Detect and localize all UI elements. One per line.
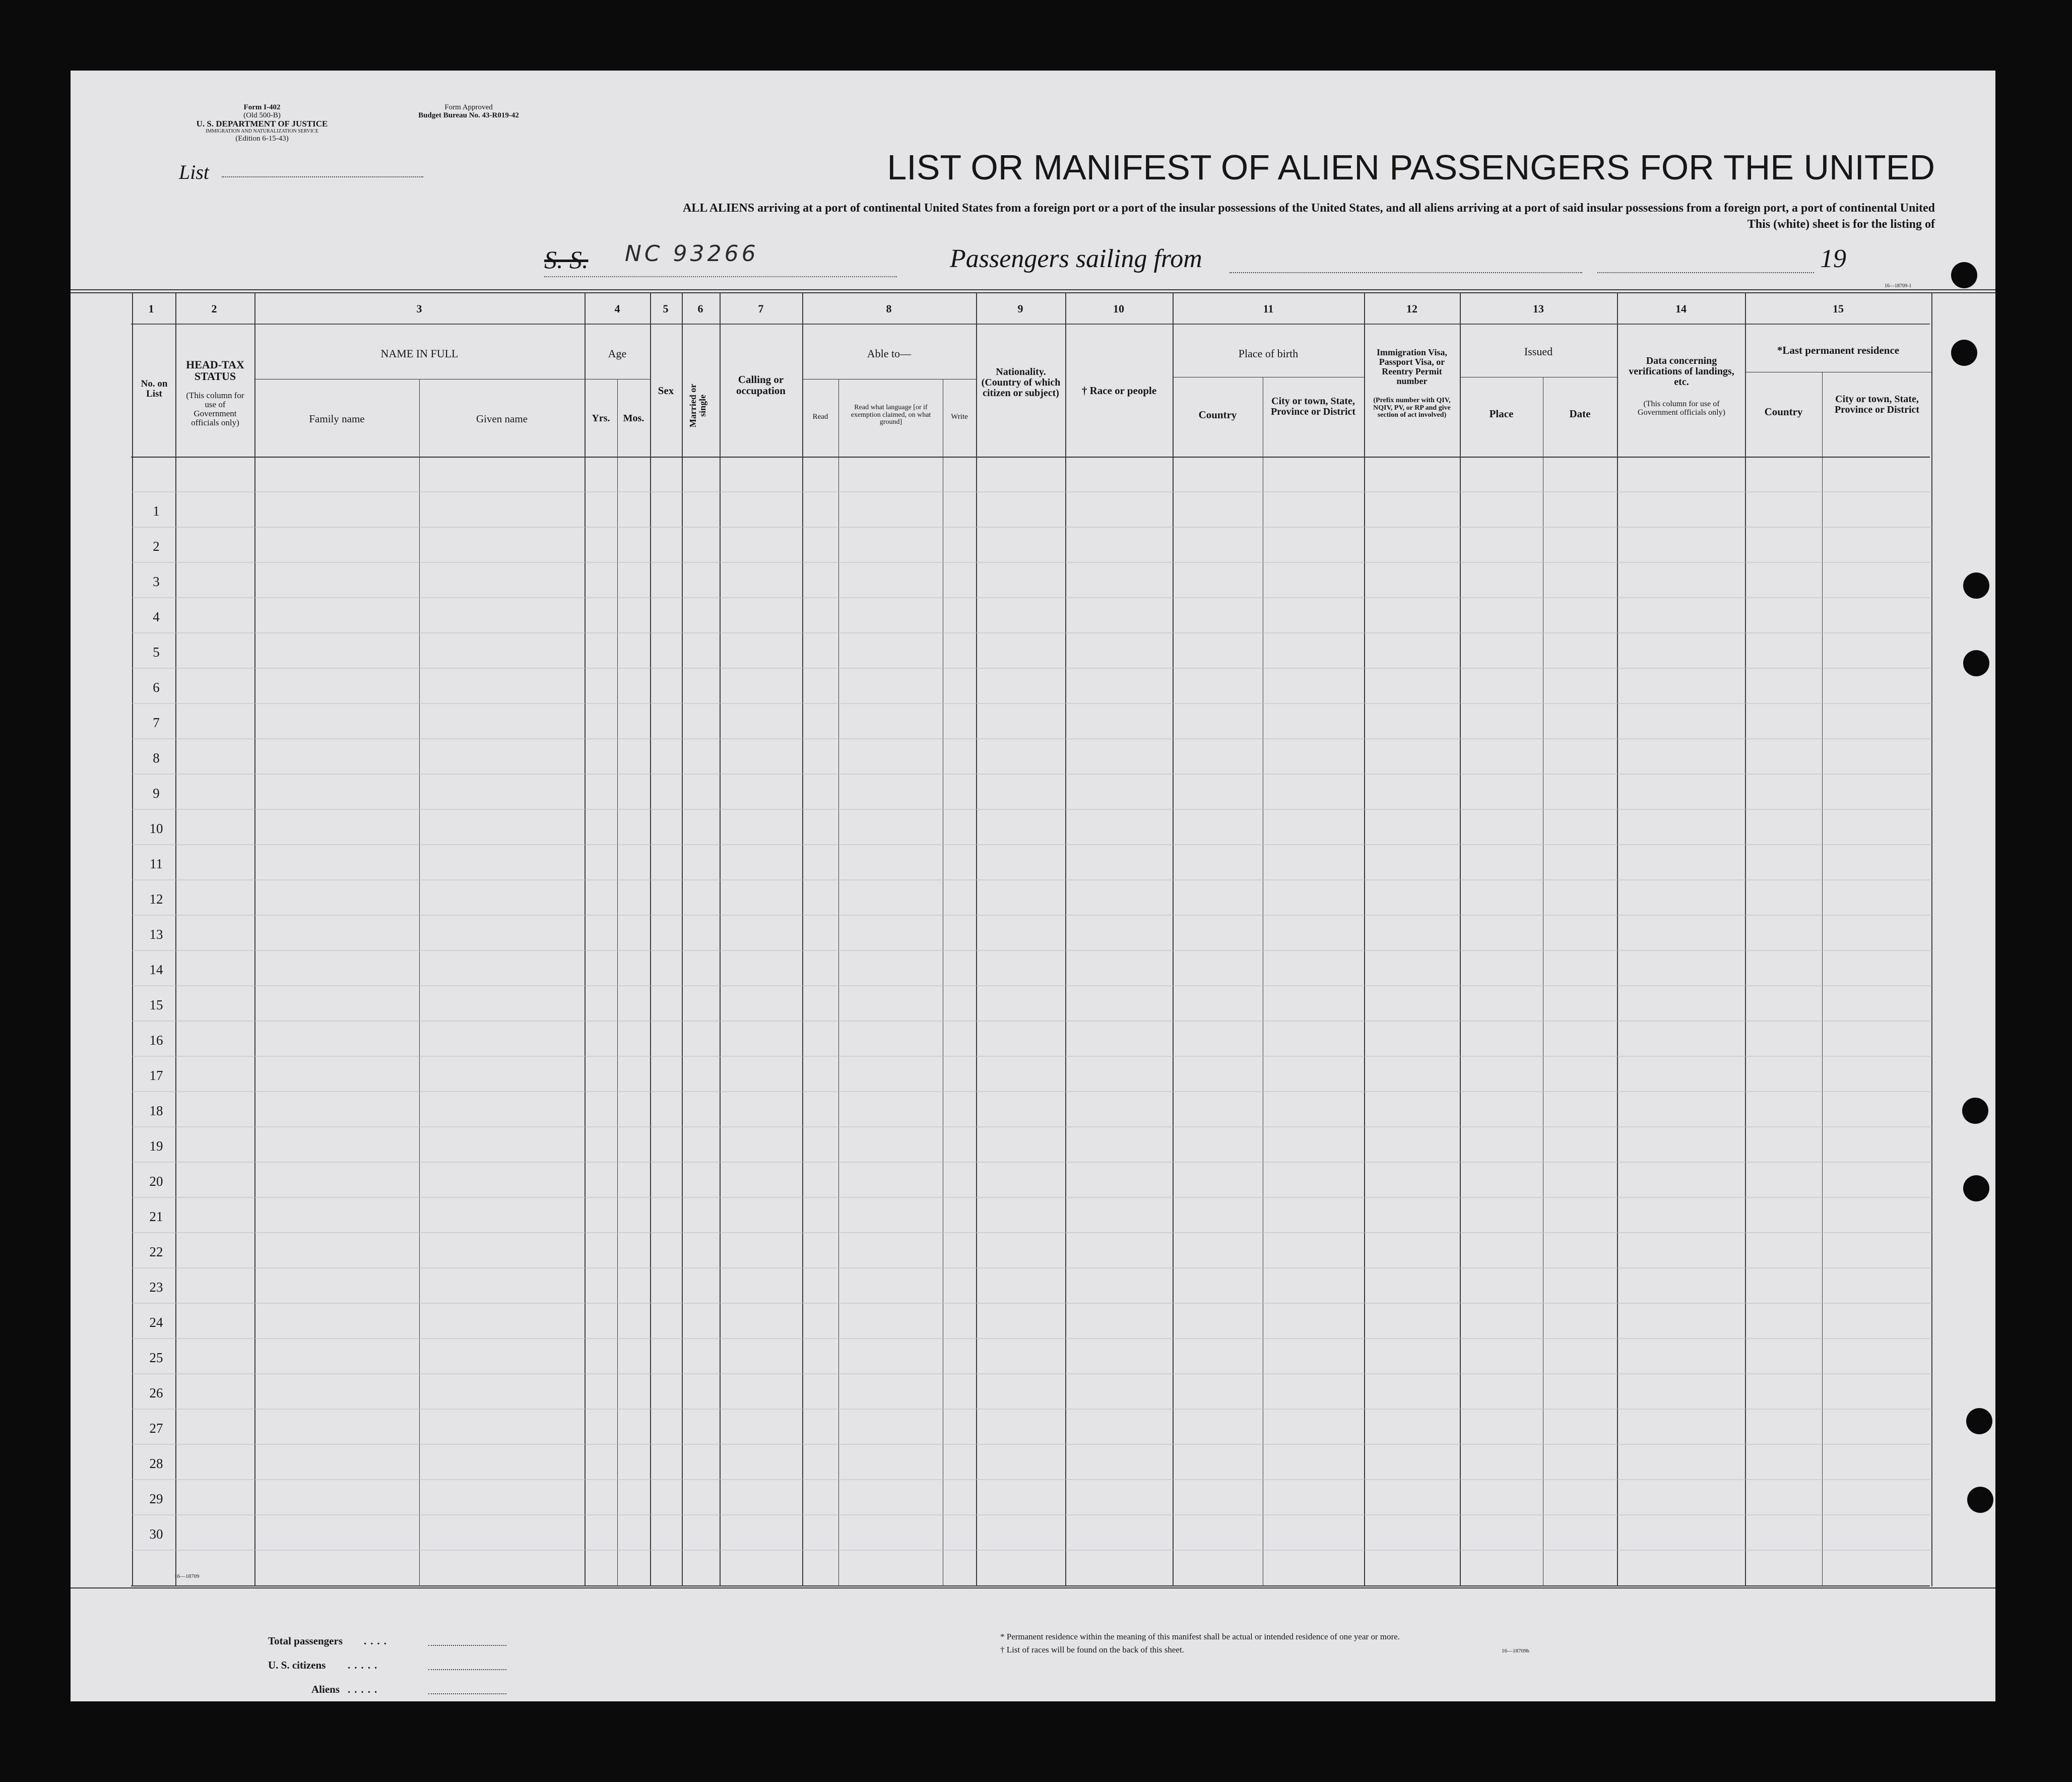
row-number: 24 — [149, 1315, 163, 1330]
print-code-bottom: 16—18709 — [174, 1573, 200, 1579]
list-number-field[interactable] — [222, 176, 423, 177]
row-number: 12 — [149, 892, 163, 907]
total-passengers-label: Total passengers — [268, 1635, 343, 1647]
punch-hole — [1962, 1098, 1988, 1124]
row-number: 16 — [149, 1033, 163, 1048]
us-citizens-field[interactable] — [428, 1669, 506, 1670]
us-citizens-label: U. S. citizens — [268, 1659, 326, 1671]
budget-bureau-number: Budget Bureau No. 43-R019-42 — [418, 111, 519, 120]
row-number: 22 — [149, 1244, 163, 1259]
header-head-tax-note: (This column for use of Government officials only) — [186, 391, 244, 427]
row-number: 27 — [149, 1421, 163, 1436]
row-number: 8 — [153, 750, 160, 766]
passengers-sailing-from-label: Passengers sailing from — [950, 244, 1202, 273]
row-number: 26 — [149, 1385, 163, 1401]
header-nationality: Nationality. (Country of which citizen or subject) — [981, 366, 1061, 399]
footnote-residence: * Permanent residence within the meaning of this manifest shall be actual or intended residence of one year or more. — [1000, 1632, 1400, 1641]
footnote-races: † List of races will be found on the back of this sheet. — [1000, 1645, 1184, 1654]
column-number-rule — [131, 324, 1930, 325]
row-number: 21 — [149, 1209, 163, 1224]
sheet-right-edge — [1990, 71, 1995, 1701]
row-number: 23 — [149, 1280, 163, 1295]
header-birth-country: Country — [1198, 409, 1237, 421]
old-form-number: (Old 500-B) — [243, 111, 281, 120]
vessel-name-field[interactable] — [544, 276, 897, 277]
column-number: 8 — [886, 302, 892, 315]
column-number: 13 — [1533, 302, 1544, 315]
aliens-label: Aliens — [311, 1683, 340, 1695]
row-number: 10 — [149, 821, 163, 836]
header-no-on-list: No. on List — [141, 378, 168, 399]
row-number: 17 — [149, 1068, 163, 1083]
punch-hole — [1963, 1175, 1989, 1201]
print-code-footer: 16—18709b — [1502, 1648, 1529, 1654]
total-passengers-field[interactable] — [428, 1645, 506, 1646]
subtitle-line2: This (white) sheet is for the listing of — [1747, 218, 1935, 231]
vessel-handwritten-entry: NC 93266 — [625, 241, 759, 267]
row-number: 7 — [153, 715, 160, 730]
punch-hole — [1967, 1487, 1993, 1513]
header-years: Yrs. — [592, 413, 610, 424]
row-number: 18 — [149, 1103, 163, 1118]
row-rulings — [132, 457, 1932, 1586]
column-number: 9 — [1017, 302, 1023, 315]
row-number: 28 — [149, 1456, 163, 1471]
aliens-field[interactable] — [428, 1693, 506, 1694]
column-number: 11 — [1263, 302, 1274, 315]
row-number: 30 — [149, 1526, 163, 1542]
header-place-of-birth: Place of birth — [1238, 347, 1299, 360]
subtitle-line1: ALL ALIENS arriving at a port of continental United States from a foreign port or a port of the insular possessions of the United States, and all aliens arriving at a port of said insular possessions from a foreign port, a port of continental United — [683, 202, 1935, 215]
form-approval: Form Approved — [444, 103, 493, 111]
total-dots: .... — [364, 1635, 391, 1647]
column-number: 5 — [663, 302, 669, 315]
aliens-dots: ..... — [348, 1683, 381, 1695]
row-number: 9 — [153, 786, 160, 801]
row-number: 2 — [153, 539, 160, 554]
punch-hole — [1966, 1408, 1992, 1434]
row-number: 29 — [149, 1491, 163, 1506]
column-number: 6 — [697, 302, 703, 315]
row-number: 1 — [153, 503, 160, 519]
table-top-rule — [71, 289, 1995, 290]
header-residence-city: City or town, State, Province or District — [1834, 394, 1920, 415]
list-label: List — [179, 161, 210, 183]
column-number: 1 — [148, 302, 154, 315]
header-last-permanent-residence: *Last permanent residence — [1777, 344, 1900, 356]
column-number: 10 — [1113, 302, 1124, 315]
header-visa-number: Immigration Visa, Passport Visa, or Reentry Permit number — [1376, 347, 1447, 386]
form-edition: (Edition 6-15-43) — [235, 134, 289, 143]
header-verification: Data concerning verifications of landings, etc. — [1629, 355, 1734, 388]
row-number: 4 — [153, 609, 160, 624]
row-number: 6 — [153, 680, 160, 695]
header-verification-note: (This column for use of Government officials only) — [1638, 400, 1725, 417]
punch-hole — [1951, 340, 1977, 366]
header-married-or-single: Married or single — [688, 384, 707, 428]
header-read: Read — [812, 413, 828, 421]
header-family-name: Family name — [309, 413, 365, 425]
column-number: 2 — [211, 302, 217, 315]
print-code-top: 16—18709-1 — [1885, 283, 1912, 289]
header-sex: Sex — [658, 385, 674, 397]
citizens-dots: ..... — [348, 1659, 381, 1671]
table-top-rule-inner — [71, 292, 1995, 293]
header-write: Write — [951, 413, 968, 421]
header-birth-city: City or town, State, Province or District — [1270, 396, 1356, 417]
header-calling-occupation: Calling or occupation — [736, 373, 786, 397]
page-title: LIST OR MANIFEST OF ALIEN PASSENGERS FOR THE UNITED — [887, 148, 1935, 187]
year-label: 19 — [1820, 244, 1846, 273]
form-number: Form I-402 — [243, 103, 281, 111]
column-number: 7 — [758, 302, 764, 315]
service-name: IMMIGRATION AND NATURALIZATION SERVICE — [206, 128, 318, 134]
sailing-date-field[interactable] — [1597, 272, 1814, 273]
header-months: Mos. — [623, 413, 644, 424]
row-number: 19 — [149, 1138, 163, 1154]
header-able-to: Able to— — [867, 347, 912, 360]
table-bottom-rule-outer — [71, 1587, 1995, 1588]
row-number: 11 — [150, 856, 163, 871]
department-name: U. S. DEPARTMENT OF JUSTICE — [196, 119, 328, 129]
row-number: 13 — [149, 927, 163, 942]
column-number: 3 — [416, 302, 422, 315]
row-number: 3 — [153, 574, 160, 589]
row-number: 25 — [149, 1350, 163, 1365]
row-number: 5 — [153, 645, 160, 660]
header-residence-country: Country — [1764, 406, 1803, 418]
header-name-in-full: NAME IN FULL — [380, 347, 459, 360]
ss-label: S. S. — [544, 245, 589, 274]
row-number: 20 — [149, 1174, 163, 1189]
header-race-or-people: † Race or people — [1081, 385, 1157, 397]
punch-hole — [1963, 572, 1989, 599]
sailing-port-field[interactable] — [1229, 272, 1582, 273]
header-head-tax-status: HEAD-TAX STATUS — [186, 358, 244, 383]
punch-hole — [1951, 262, 1977, 288]
punch-hole — [1963, 650, 1989, 676]
column-number: 15 — [1833, 302, 1844, 315]
header-given-name: Given name — [476, 413, 528, 425]
header-read-language: Read what language [or if exemption claimed, on what ground] — [851, 404, 931, 426]
header-issued-date: Date — [1569, 408, 1591, 420]
row-number: 14 — [149, 962, 163, 977]
header-age: Age — [608, 347, 627, 360]
header-issued-place: Place — [1489, 408, 1514, 420]
column-number: 12 — [1406, 302, 1417, 315]
header-issued: Issued — [1524, 345, 1553, 358]
header-visa-note: (Prefix number with QIV, NQIV, PV, or RP and give section of act involved) — [1373, 397, 1451, 419]
column-number: 14 — [1675, 302, 1687, 315]
row-number: 15 — [149, 997, 163, 1012]
column-number: 4 — [614, 302, 620, 315]
